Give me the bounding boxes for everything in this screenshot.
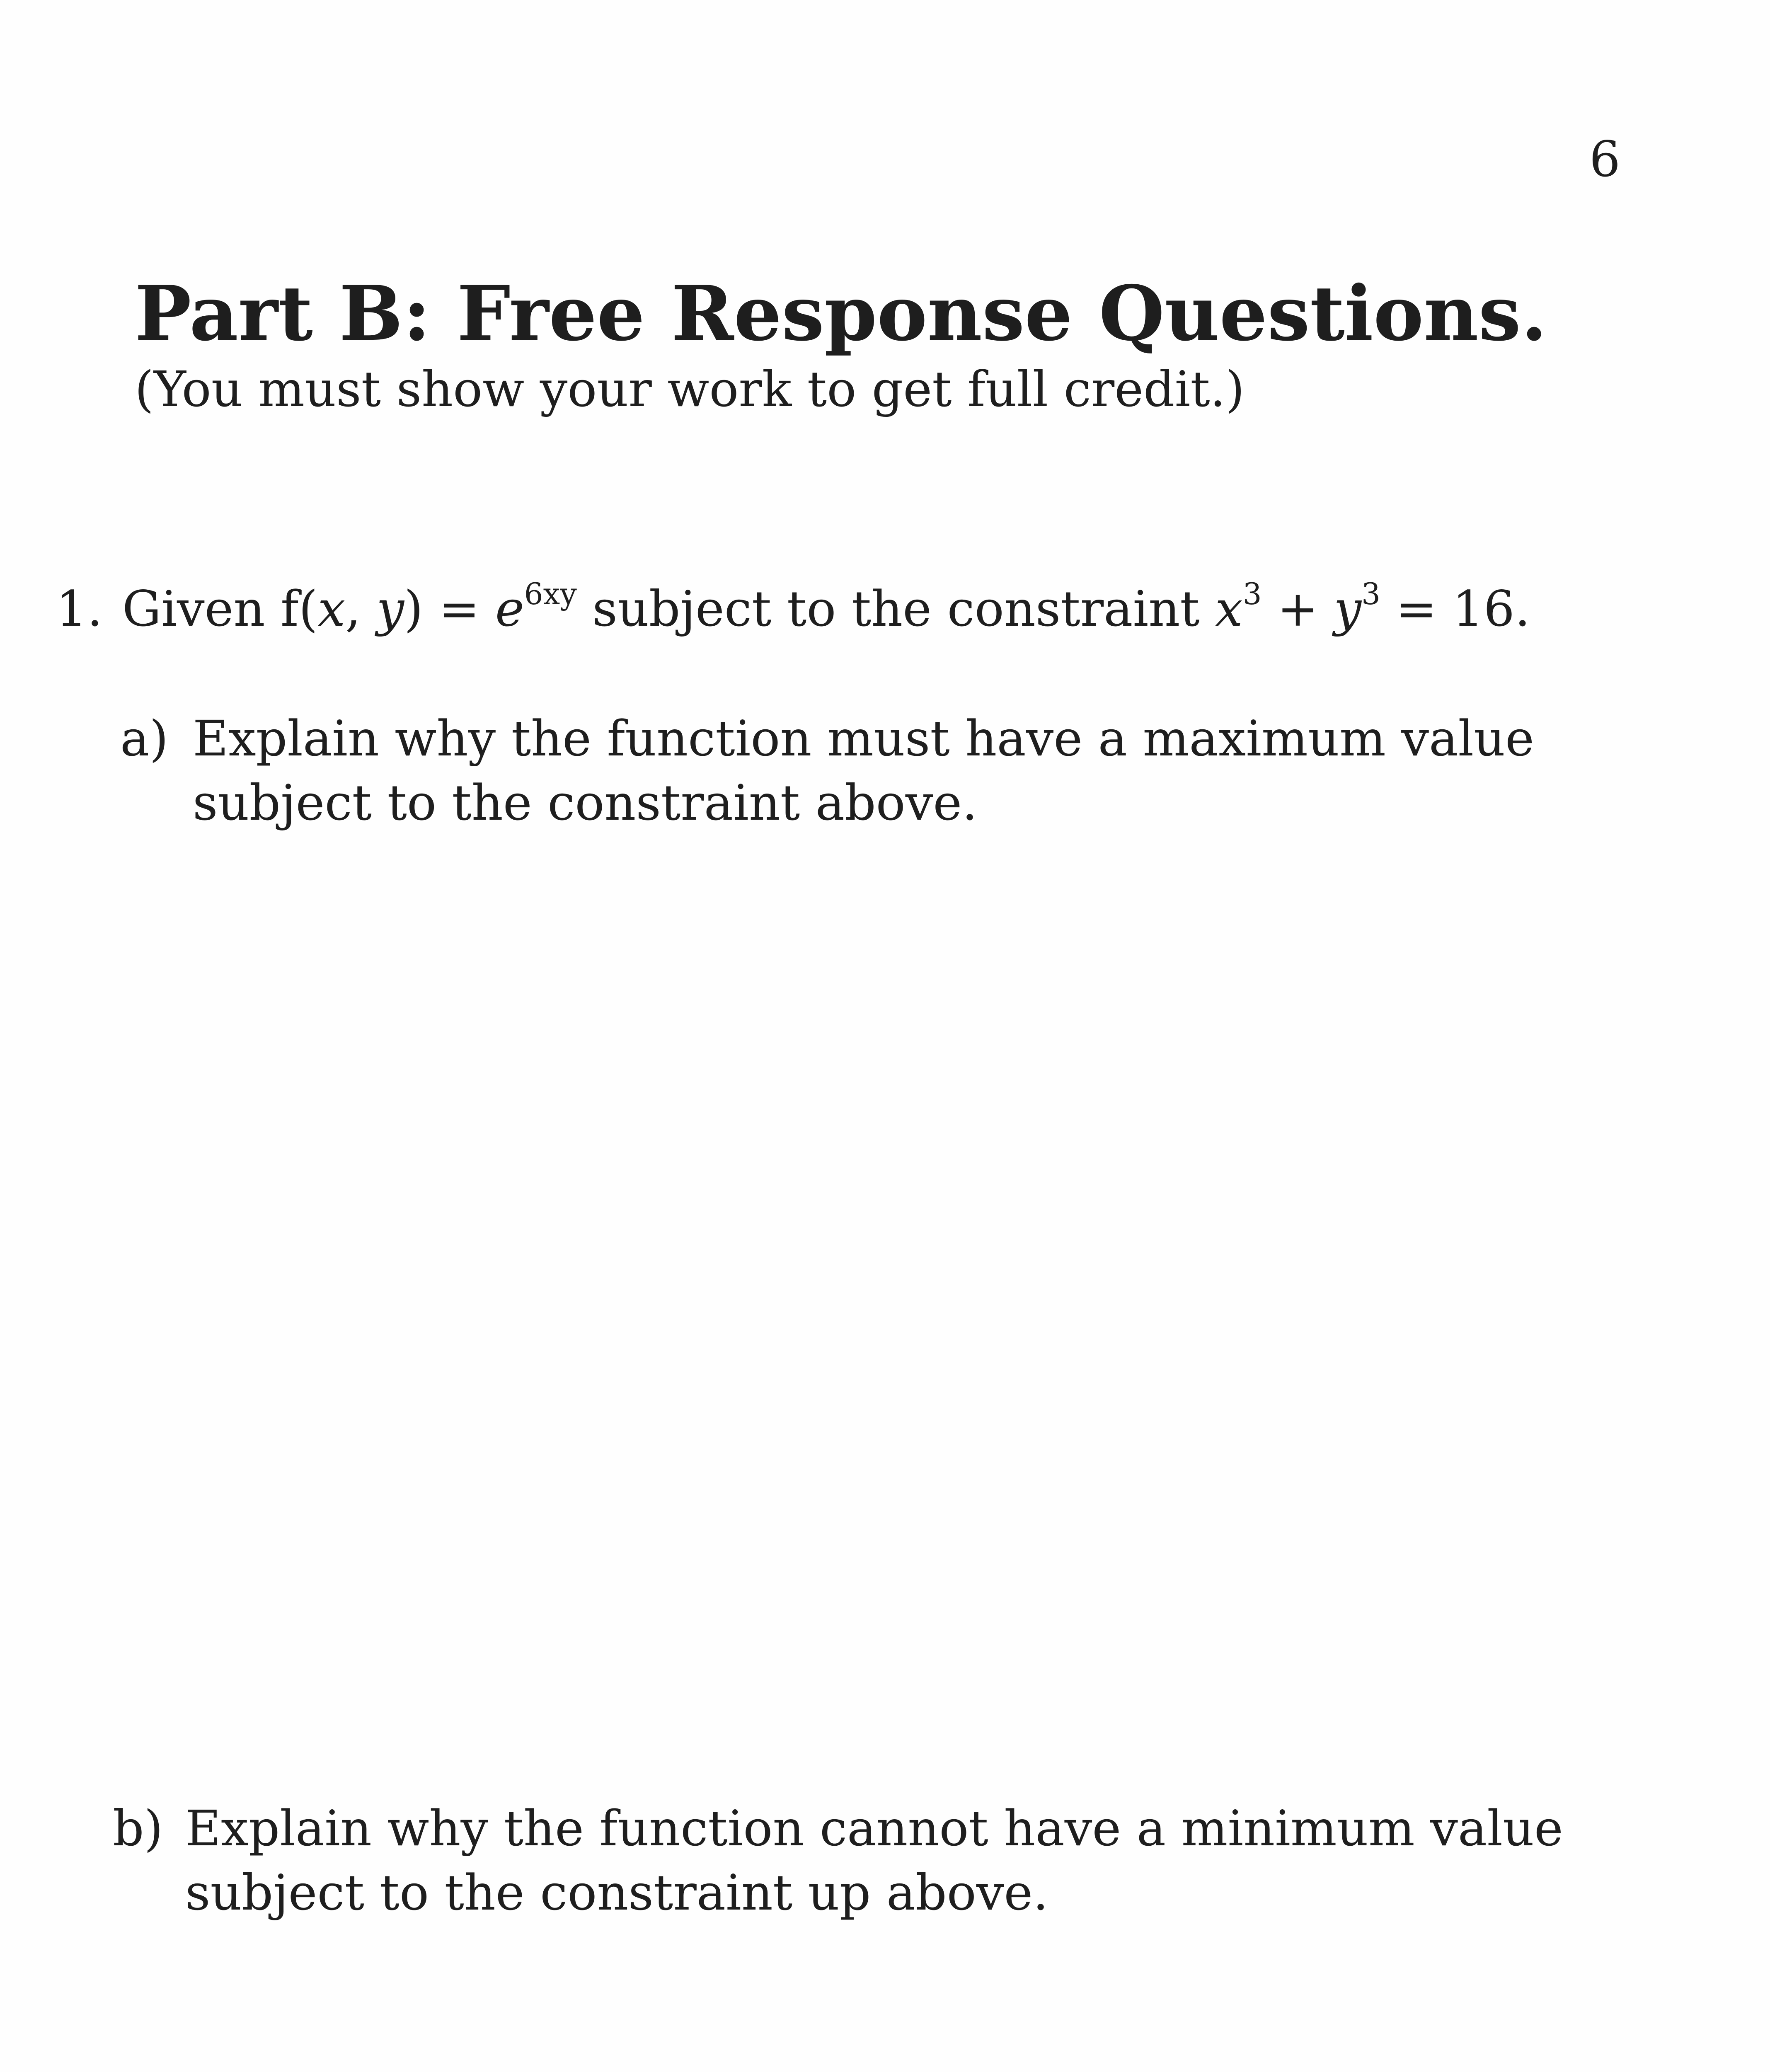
question-intro: Given (122, 580, 265, 637)
function-name: f( (281, 580, 318, 637)
constraint-x-exp: 3 (1242, 576, 1262, 611)
base-e: e (495, 580, 524, 637)
comma: , (345, 580, 377, 637)
page-number: 6 (1589, 131, 1621, 188)
part-title: Part B: Free Response Questions. (135, 269, 1547, 358)
constraint-y-exp: 3 (1361, 576, 1380, 611)
equals-value: = 16. (1380, 580, 1530, 637)
sub-question-a-label: a) (120, 710, 169, 767)
close-eq: ) = (404, 580, 495, 637)
var-x: x (317, 580, 346, 637)
constraint-x: x (1215, 580, 1243, 637)
sub-question-a-text: Explain why the function must have a maximum value subject to the constraint above. (193, 710, 1534, 831)
var-y: y (376, 580, 404, 637)
answer-space-b[interactable] (124, 1939, 1616, 2072)
sub-question-b-label: b) (113, 1800, 163, 1857)
constraint-text: subject to the constraint (576, 580, 1216, 637)
question-number: 1. (56, 580, 103, 637)
plus-sign: + (1262, 580, 1334, 637)
sub-question-b-text: Explain why the function cannot have a minimum value subject to the constraint up above. (185, 1800, 1563, 1921)
question-1 (56, 576, 1530, 637)
constraint-y: y (1334, 580, 1362, 637)
answer-space-a[interactable] (124, 850, 1616, 1761)
part-subtitle: (You must show your work to get full credit.) (135, 361, 1245, 418)
exponent: 6xy (524, 576, 577, 611)
